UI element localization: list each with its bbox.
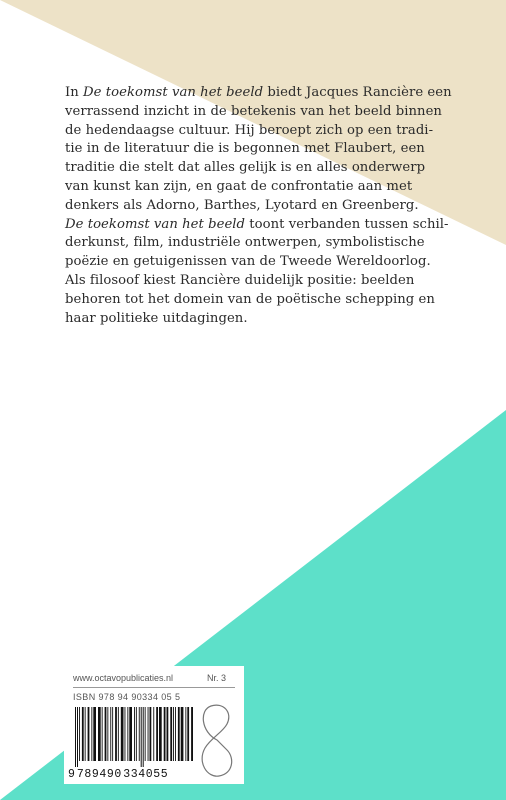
barcode-bar (153, 707, 154, 761)
barcode-bar (159, 707, 162, 761)
barcode-bar (167, 707, 169, 761)
barcode-bar (102, 707, 103, 761)
barcode-bar (110, 707, 111, 761)
barcode-bar (107, 707, 108, 761)
blurb-line-7: denkers als Adorno, Barthes, Lyotard en Greenberg. (65, 197, 419, 213)
barcode-bar (178, 707, 180, 761)
barcode-bar (127, 707, 128, 761)
barcode-bar (175, 707, 176, 761)
barcode-bar (156, 707, 158, 761)
barcode-bar (181, 707, 184, 761)
barcode-bar (77, 707, 78, 767)
barcode-bar (121, 707, 124, 761)
blurb-line-5: traditie die stelt dat alles gelijk is en alles onderwerp (65, 160, 426, 176)
isbn-text: ISBN 978 94 90334 05 5 (73, 692, 181, 702)
barcode-bar (187, 707, 189, 761)
barcode-bar (134, 707, 135, 761)
blurb-line-1: In De toekomst van het beeld biedt Jacques Rancière een (65, 85, 452, 100)
barcode-bar (129, 707, 132, 761)
barcode-bar (82, 707, 84, 761)
barcode-bar (91, 707, 92, 761)
barcode-bar (105, 707, 107, 761)
blurb-line-8: De toekomst van het beeld toont verbanden tussen schil- (65, 216, 449, 232)
barcode-bar (191, 707, 193, 761)
label-divider (73, 687, 235, 688)
barcode-bar (148, 707, 149, 761)
barcode-bar (79, 707, 80, 761)
barcode-bar (170, 707, 172, 761)
figure-eight-icon (197, 702, 237, 780)
barcode-bar (75, 707, 76, 767)
barcode-bar (93, 707, 96, 761)
isbn-label-box (64, 666, 244, 784)
book-title-italic: De toekomst van het beeld (65, 216, 246, 232)
barcode-bar (112, 707, 113, 761)
series-number: Nr. 3 (207, 673, 227, 683)
barcode-bar (98, 707, 101, 761)
barcode-bar (88, 707, 90, 761)
blurb-line-4: tie in de literatuur die is begonnen met Flaubert, een (65, 141, 425, 157)
barcode-bar (185, 707, 186, 761)
blurb-line-3: de hedendaagse cultuur. Hij beroept zich op een tradi- (65, 122, 434, 138)
blurb-line-10: poëzie en getuigenissen van de Tweede Wereldoorlog. (65, 254, 431, 270)
barcode-bar (118, 707, 119, 761)
barcode-bar (85, 707, 86, 761)
barcode-bar (141, 707, 142, 767)
blurb-line-6: van kunst kan zijn, en gaat de confrontatie aan met (65, 178, 413, 194)
barcode-bar (139, 707, 140, 761)
barcode-bar (164, 707, 166, 761)
blurb-line-13: haar politieke uitdagingen. (65, 310, 248, 326)
blurb-line-2: verrassend inzicht in de betekenis van het beeld binnen (65, 103, 442, 119)
barcode-bar (173, 707, 174, 761)
publisher-url: www.octavopublicaties.nl (73, 673, 174, 683)
barcode-bar (125, 707, 126, 761)
barcode (73, 707, 193, 767)
barcode-bar (136, 707, 137, 761)
blurb-line-11: Als filosoof kiest Rancière duidelijk positie: beelden (65, 272, 415, 288)
barcode-number: 9 789490 334055 (68, 768, 169, 781)
back-cover-blurb (65, 84, 452, 328)
barcode-bar (150, 707, 152, 761)
barcode-bar (143, 707, 144, 767)
blurb-line-12: behoren tot het domein van de poëtische schepping en (65, 291, 435, 307)
book-title-italic: De toekomst van het beeld (83, 85, 264, 100)
barcode-bar (115, 707, 117, 761)
barcode-bar (145, 707, 146, 761)
blurb-line-9: derkunst, film, industriële ontwerpen, symbolistische (65, 235, 425, 251)
